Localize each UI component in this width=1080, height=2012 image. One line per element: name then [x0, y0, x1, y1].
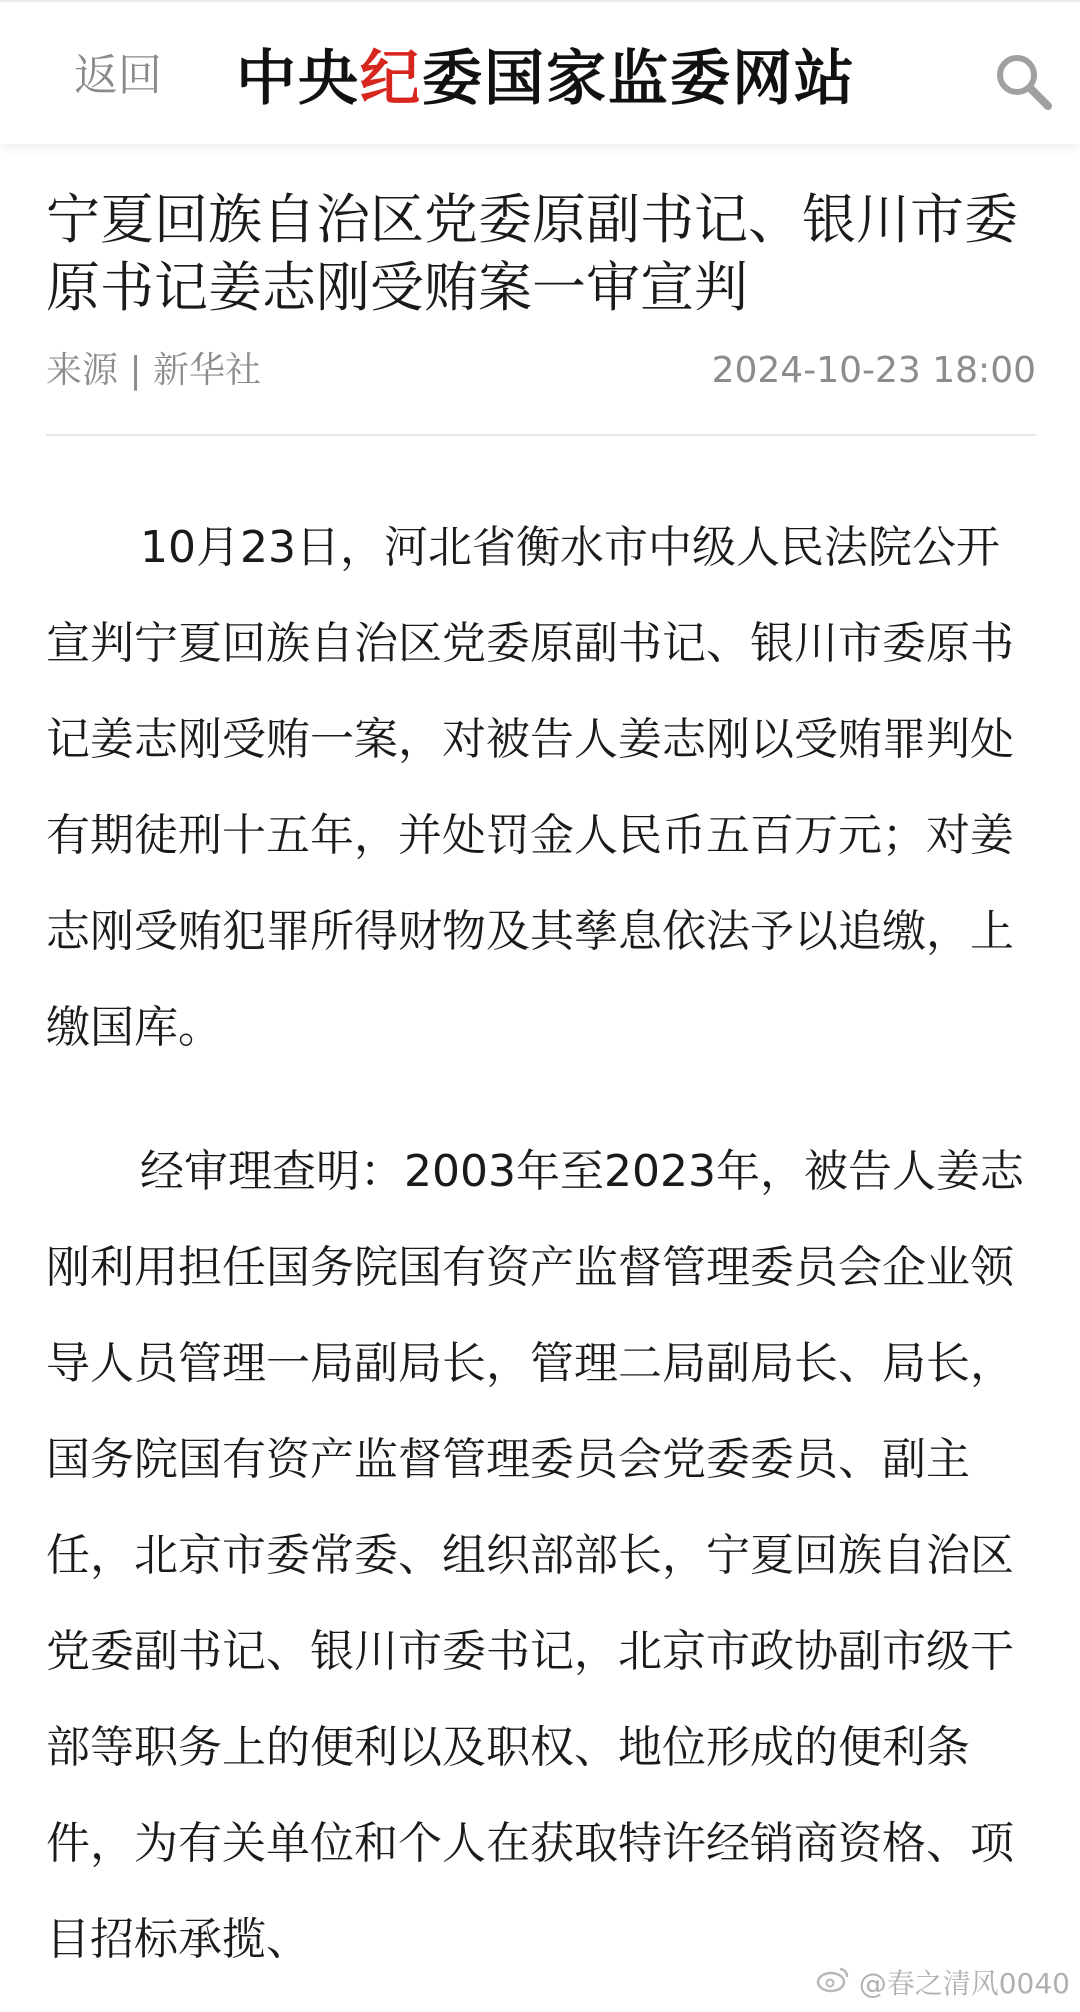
watermark [816, 1963, 1070, 2004]
back-button[interactable]: 返回 [74, 50, 162, 101]
watermark-text: @春之清风0040 [858, 1967, 1070, 2000]
article-paragraph-2: 经审理查明：2003年至2023年，被告人姜志刚利用担任国务院国有资产监督管理委员会企业领导人员管理一局副局长，管理二局副局长、局长，国务院国有资产监督管理委员会党委委员、副主任，北京市委常委、组织部部长，宁夏回族自治区党委副书记、银川市委书记，北京市政协副市级干部等职务上的便利以及职权、地位形成的便利条件，为有关单位和个人在获取特许经销商资格、项目招标承揽、 [46, 1146, 1024, 1965]
article-paragraph-1: 10月23日，河北省衡水市中级人民法院公开宣判宁夏回族自治区党委原副书记、银川市委原书记姜志刚受贿一案，对被告人姜志刚以受贿罪判处有期徒刑十五年，并处罚金人民币五百万元；对姜志刚受贿犯罪所得财物及其孳息依法予以追缴，上缴国库。 [46, 522, 1014, 1053]
article-meta [46, 346, 1036, 396]
logo-text-part2: 委国家监委网站 [422, 44, 856, 114]
weibo-icon [816, 1967, 859, 2000]
search-icon[interactable] [992, 50, 1054, 112]
divider [46, 434, 1036, 436]
site-logo[interactable] [236, 44, 856, 114]
article-source: 来源 | 新华社 [46, 350, 262, 391]
article-title: 宁夏回族自治区党委原副书记、银川市委原书记姜志刚受贿案一审宣判 [46, 188, 1018, 319]
top-navigation-bar [0, 0, 1080, 144]
article-date: 2024-10-23 18:00 [711, 350, 1036, 391]
logo-text-part1: 中央 [236, 44, 360, 114]
logo-text-accent: 纪 [360, 44, 422, 114]
